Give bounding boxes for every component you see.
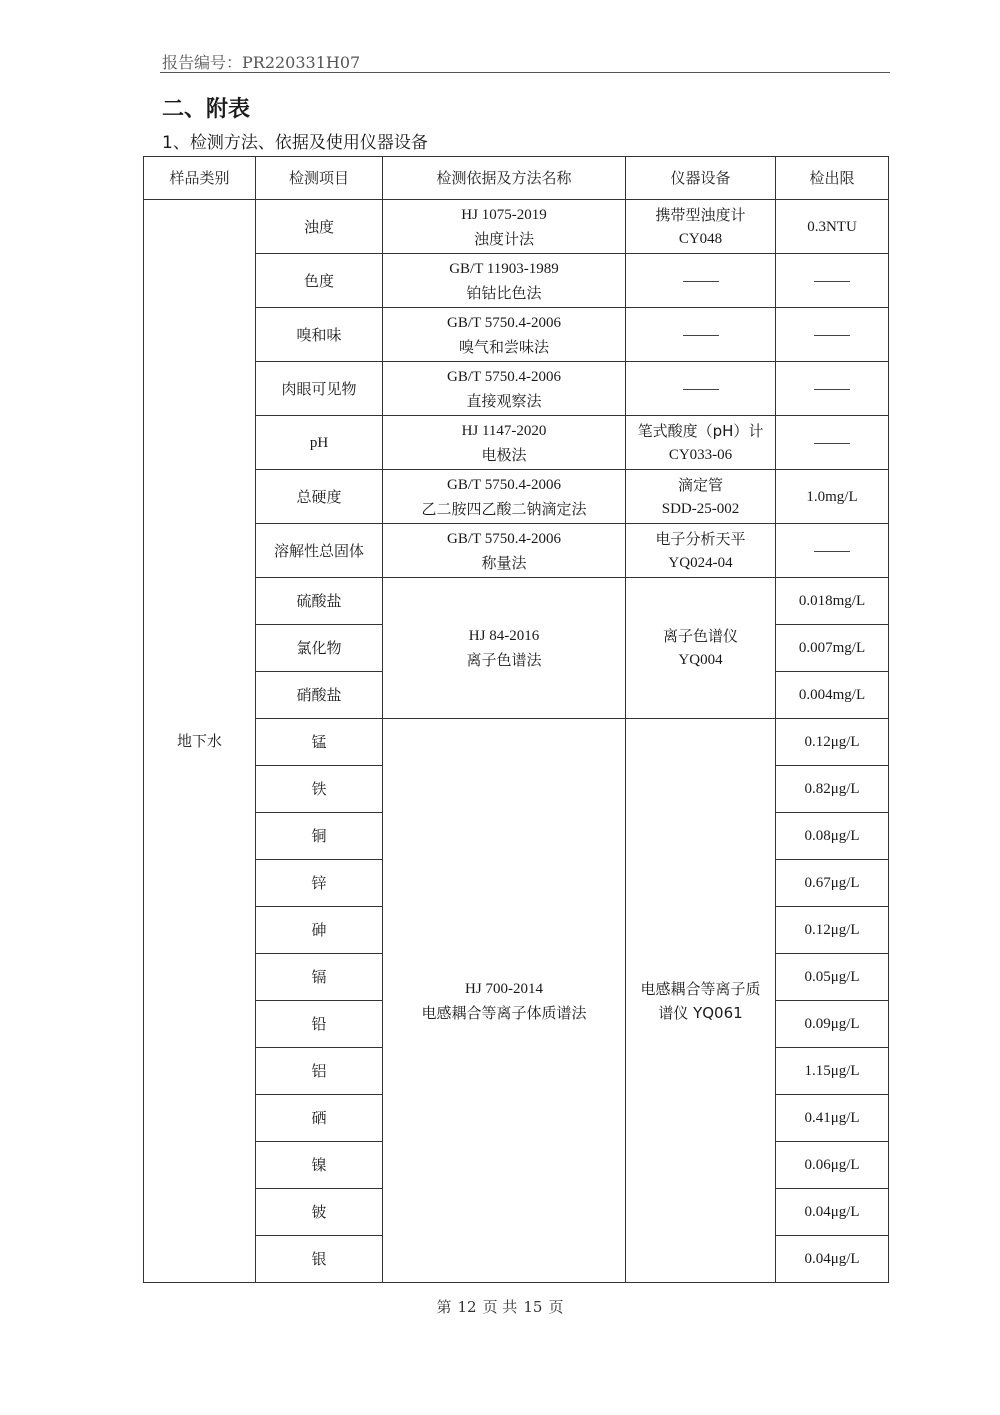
header-detection-limit: 检出限 <box>776 157 889 200</box>
detection-limit <box>776 254 889 308</box>
method-standard: HJ 1075-2019 <box>461 206 547 223</box>
detection-limit: 0.41μg/L <box>776 1095 889 1142</box>
table-row <box>144 362 889 416</box>
test-item: 总硬度 <box>256 470 383 524</box>
method-name: 直接观察法 <box>466 391 542 410</box>
instrument-code: YQ004 <box>678 652 723 668</box>
detection-limit: 0.05μg/L <box>776 954 889 1001</box>
instrument-code: 谱仪 YQ061 <box>658 1003 743 1022</box>
header-test-item: 检测项目 <box>256 157 383 200</box>
table-row <box>144 470 889 524</box>
instrument-cell <box>626 470 776 524</box>
method-name: 浊度计法 <box>473 229 534 248</box>
detection-limit: 0.04μg/L <box>776 1236 889 1283</box>
empty-dash <box>814 335 850 336</box>
method-name: 离子色谱法 <box>466 651 542 669</box>
detection-limit <box>776 308 889 362</box>
instrument-cell <box>626 362 776 416</box>
detection-limit <box>776 416 889 470</box>
detection-limit: 0.08μg/L <box>776 813 889 860</box>
method-standard: HJ 1147-2020 <box>461 422 547 439</box>
test-item: 锌 <box>256 860 383 907</box>
test-item: 镍 <box>256 1142 383 1189</box>
footer-page-prefix: 第 <box>436 1298 452 1316</box>
instrument-cell <box>626 254 776 308</box>
empty-dash <box>814 281 850 282</box>
methods-table <box>143 156 889 1283</box>
section-title: 二、附表 <box>162 97 251 122</box>
test-item: 氯化物 <box>256 625 383 672</box>
table-row <box>144 416 889 470</box>
header-divider <box>160 72 890 73</box>
method-cell <box>383 524 626 578</box>
table-row <box>144 308 889 362</box>
method-cell <box>383 416 626 470</box>
footer-page-suffix: 页 <box>548 1298 564 1316</box>
table-header-row <box>144 157 889 200</box>
footer-page-mid: 页 共 <box>482 1298 518 1316</box>
sub-title: 1、检测方法、依据及使用仪器设备 <box>162 133 428 153</box>
header-instrument: 仪器设备 <box>626 157 776 200</box>
detection-limit: 0.06μg/L <box>776 1142 889 1189</box>
instrument-name: 电感耦合等离子质 <box>640 979 761 998</box>
empty-dash <box>814 389 850 390</box>
method-name: 电感耦合等离子体质谱法 <box>421 1003 587 1022</box>
empty-dash <box>814 551 850 552</box>
method-standard: HJ 700-2014 <box>465 980 543 997</box>
detection-limit: 1.15μg/L <box>776 1048 889 1095</box>
method-standard: HJ 84-2016 <box>468 628 540 644</box>
method-standard: GB/T 11903-1989 <box>449 260 559 277</box>
instrument-cell <box>626 308 776 362</box>
empty-dash <box>683 281 719 282</box>
method-name: 嗅气和尝味法 <box>458 337 549 356</box>
test-item: 铍 <box>256 1189 383 1236</box>
detection-limit: 0.018mg/L <box>776 578 889 625</box>
test-item: 砷 <box>256 907 383 954</box>
detection-limit: 0.12μg/L <box>776 719 889 766</box>
instrument-code: SDD-25-002 <box>661 500 740 517</box>
detection-limit <box>776 362 889 416</box>
method-cell <box>383 470 626 524</box>
empty-dash <box>683 389 719 390</box>
test-item: 嗅和味 <box>256 308 383 362</box>
method-cell <box>383 308 626 362</box>
detection-limit <box>776 524 889 578</box>
table-row <box>144 524 889 578</box>
instrument-name: 离子色谱仪 <box>662 627 738 645</box>
test-item: 银 <box>256 1236 383 1283</box>
test-item: 硫酸盐 <box>256 578 383 625</box>
method-cell <box>383 200 626 254</box>
instrument-cell <box>626 578 776 719</box>
footer-page-number: 12 <box>457 1298 477 1316</box>
instrument-name: 电子分析天平 <box>655 529 746 548</box>
test-item: 硝酸盐 <box>256 672 383 719</box>
table-row <box>144 719 889 766</box>
test-item: 铁 <box>256 766 383 813</box>
detection-limit: 0.3NTU <box>776 200 889 254</box>
test-item: 硒 <box>256 1095 383 1142</box>
instrument-name: 携带型浊度计 <box>655 205 746 224</box>
method-name: 乙二胺四乙酸二钠滴定法 <box>421 499 587 518</box>
test-item: 镉 <box>256 954 383 1001</box>
empty-dash <box>683 335 719 336</box>
sample-type-cell: 地下水 <box>144 200 256 1283</box>
method-standard: GB/T 5750.4-2006 <box>447 476 561 493</box>
instrument-cell <box>626 416 776 470</box>
test-item: 铝 <box>256 1048 383 1095</box>
method-cell <box>383 578 626 719</box>
detection-limit: 0.004mg/L <box>776 672 889 719</box>
detection-limit: 0.04μg/L <box>776 1189 889 1236</box>
detection-limit: 0.67μg/L <box>776 860 889 907</box>
detection-limit: 1.0mg/L <box>776 470 889 524</box>
test-item: 肉眼可见物 <box>256 362 383 416</box>
detection-limit: 0.12μg/L <box>776 907 889 954</box>
test-item: 浊度 <box>256 200 383 254</box>
table-row <box>144 200 889 254</box>
instrument-cell <box>626 719 776 1283</box>
method-cell <box>383 719 626 1283</box>
method-cell <box>383 254 626 308</box>
instrument-cell <box>626 524 776 578</box>
detection-limit: 0.82μg/L <box>776 766 889 813</box>
method-name: 铂钴比色法 <box>466 283 542 302</box>
instrument-code: CY033-06 <box>668 446 733 463</box>
empty-dash <box>814 443 850 444</box>
report-number: 报告编号：PR220331H07 <box>162 53 361 72</box>
test-item: 铜 <box>256 813 383 860</box>
method-standard: GB/T 5750.4-2006 <box>447 368 561 385</box>
method-cell <box>383 362 626 416</box>
header-method: 检测依据及方法名称 <box>383 157 626 200</box>
instrument-code: YQ024-04 <box>668 554 733 571</box>
page-footer <box>0 1296 1000 1317</box>
method-standard: GB/T 5750.4-2006 <box>447 314 561 331</box>
test-item: 锰 <box>256 719 383 766</box>
test-item: 铅 <box>256 1001 383 1048</box>
method-name: 称量法 <box>481 553 527 572</box>
test-item: pH <box>256 416 383 470</box>
instrument-name: 笔式酸度（pH）计 <box>637 421 764 440</box>
header-sample-type: 样品类别 <box>144 157 256 200</box>
detection-limit: 0.007mg/L <box>776 625 889 672</box>
footer-total-pages: 15 <box>523 1298 543 1316</box>
test-item: 色度 <box>256 254 383 308</box>
table-row <box>144 254 889 308</box>
detection-limit: 0.09μg/L <box>776 1001 889 1048</box>
test-item: 溶解性总固体 <box>256 524 383 578</box>
method-standard: GB/T 5750.4-2006 <box>447 530 561 547</box>
method-name: 电极法 <box>481 445 527 464</box>
instrument-name: 滴定管 <box>677 475 723 494</box>
instrument-cell <box>626 200 776 254</box>
instrument-code: CY048 <box>678 230 723 247</box>
table-row <box>144 578 889 625</box>
